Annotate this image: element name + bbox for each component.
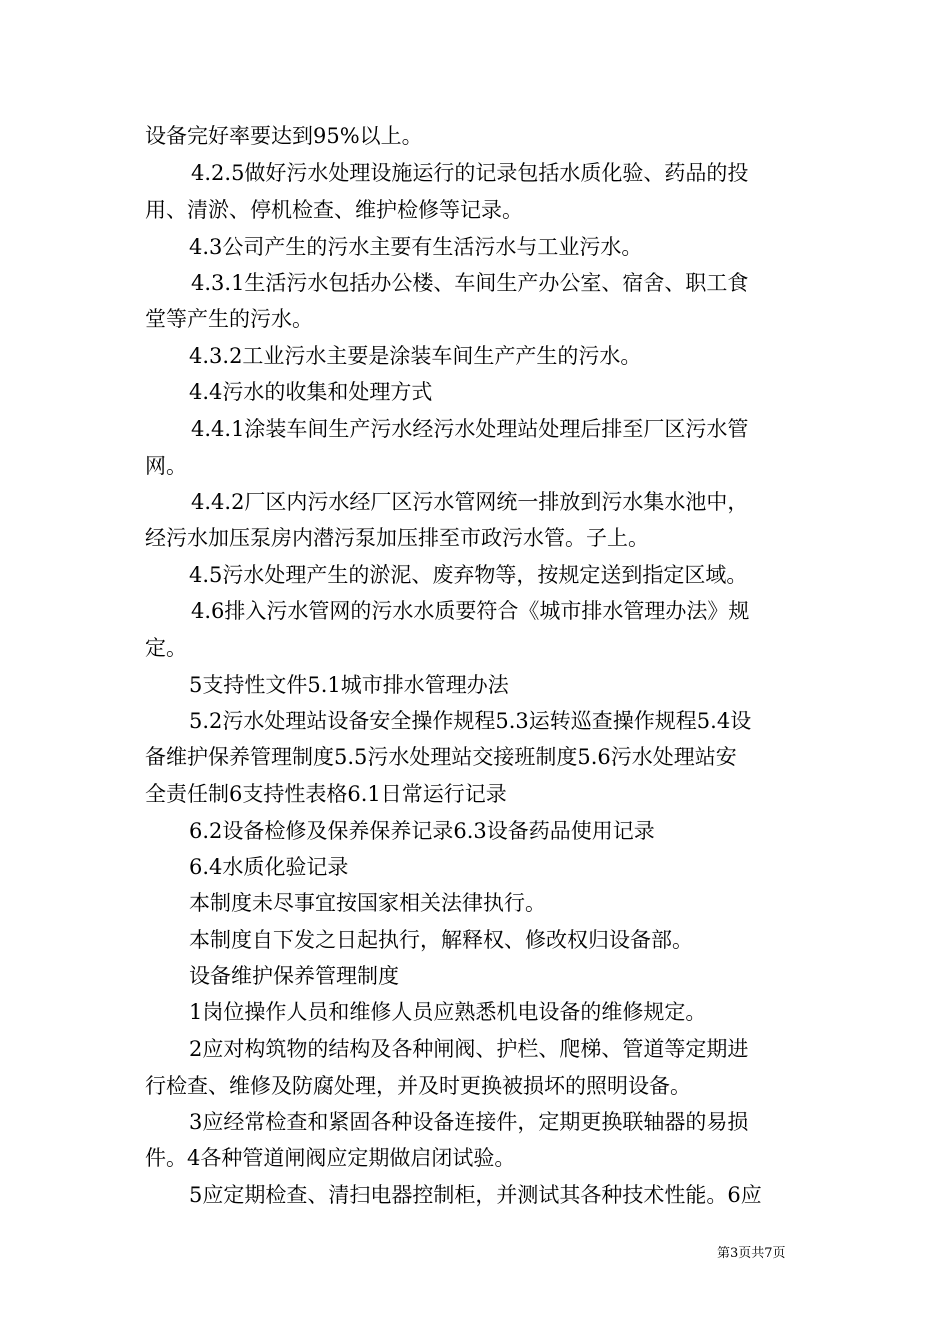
text-line: 本制度自下发之日起执行，解释权、修改权归设备部。: [189, 928, 693, 952]
text-line: 4.3公司产生的污水主要有生活污水与工业污水。: [189, 235, 643, 259]
text-line: 用、清淤、停机检查、维护检修等记录。: [145, 198, 523, 222]
text-line: 行检查、维修及防腐处理，并及时更换被损坏的照明设备。: [145, 1074, 691, 1098]
text-line: 4.3.2工业污水主要是涂装车间生产产生的污水。: [189, 344, 642, 368]
text-line: 3应经常检查和紧固各种设备连接件，定期更换联轴器的易损: [189, 1110, 749, 1134]
text-line: 经污水加压泵房内潜污泵加压排至市政污水管。子上。: [145, 526, 649, 550]
text-line: 4.4污水的收集和处理方式: [189, 380, 433, 404]
text-line: 4.2.5做好污水处理设施运行的记录包括水质化验、药品的投: [191, 161, 749, 185]
page-number: 第3页共7页: [717, 1246, 786, 1261]
text-line: 5.2污水处理站设备安全操作规程5.3运转巡查操作规程5.4设: [189, 709, 752, 733]
text-line: 4.6排入污水管网的污水水质要符合《城市排水管理办法》规: [191, 599, 750, 623]
text-line: 5应定期检查、清扫电器控制柜，并测试其各种技术性能。6应: [189, 1183, 762, 1207]
text-line: 5支持性文件5.1城市排水管理办法: [189, 673, 509, 697]
text-line: 4.5污水处理产生的淤泥、废弃物等，按规定送到指定区域。: [189, 563, 748, 587]
text-line: 6.4水质化验记录: [189, 855, 349, 879]
text-line: 6.2设备检修及保养保养记录6.3设备药品使用记录: [189, 819, 655, 843]
text-line: 2应对构筑物的结构及各种闸阀、护栏、爬梯、管道等定期进: [189, 1037, 749, 1061]
text-line: 设备完好率要达到95%以上。: [145, 124, 423, 148]
text-line: 堂等产生的污水。: [145, 307, 313, 331]
text-line: 全责任制6支持性表格6.1日常运行记录: [145, 782, 507, 806]
text-line: 1岗位操作人员和维修人员应熟悉机电设备的维修规定。: [189, 1000, 707, 1024]
text-line: 4.4.2厂区内污水经厂区污水管网统一排放到污水集水池中，: [191, 490, 749, 514]
text-line: 网。: [145, 454, 187, 478]
text-line: 设备维护保养管理制度: [189, 964, 399, 988]
text-line: 4.4.1涂装车间生产污水经污水处理站处理后排至厂区污水管: [191, 417, 749, 441]
text-line: 本制度未尽事宜按国家相关法律执行。: [189, 891, 546, 915]
text-line: 件。4各种管道闸阀应定期做启闭试验。: [145, 1146, 516, 1170]
text-line: 备维护保养管理制度5.5污水处理站交接班制度5.6污水处理站安: [145, 745, 737, 769]
text-line: 定。: [145, 636, 187, 660]
text-line: 4.3.1生活污水包括办公楼、车间生产办公室、宿舍、职工食: [191, 271, 749, 295]
